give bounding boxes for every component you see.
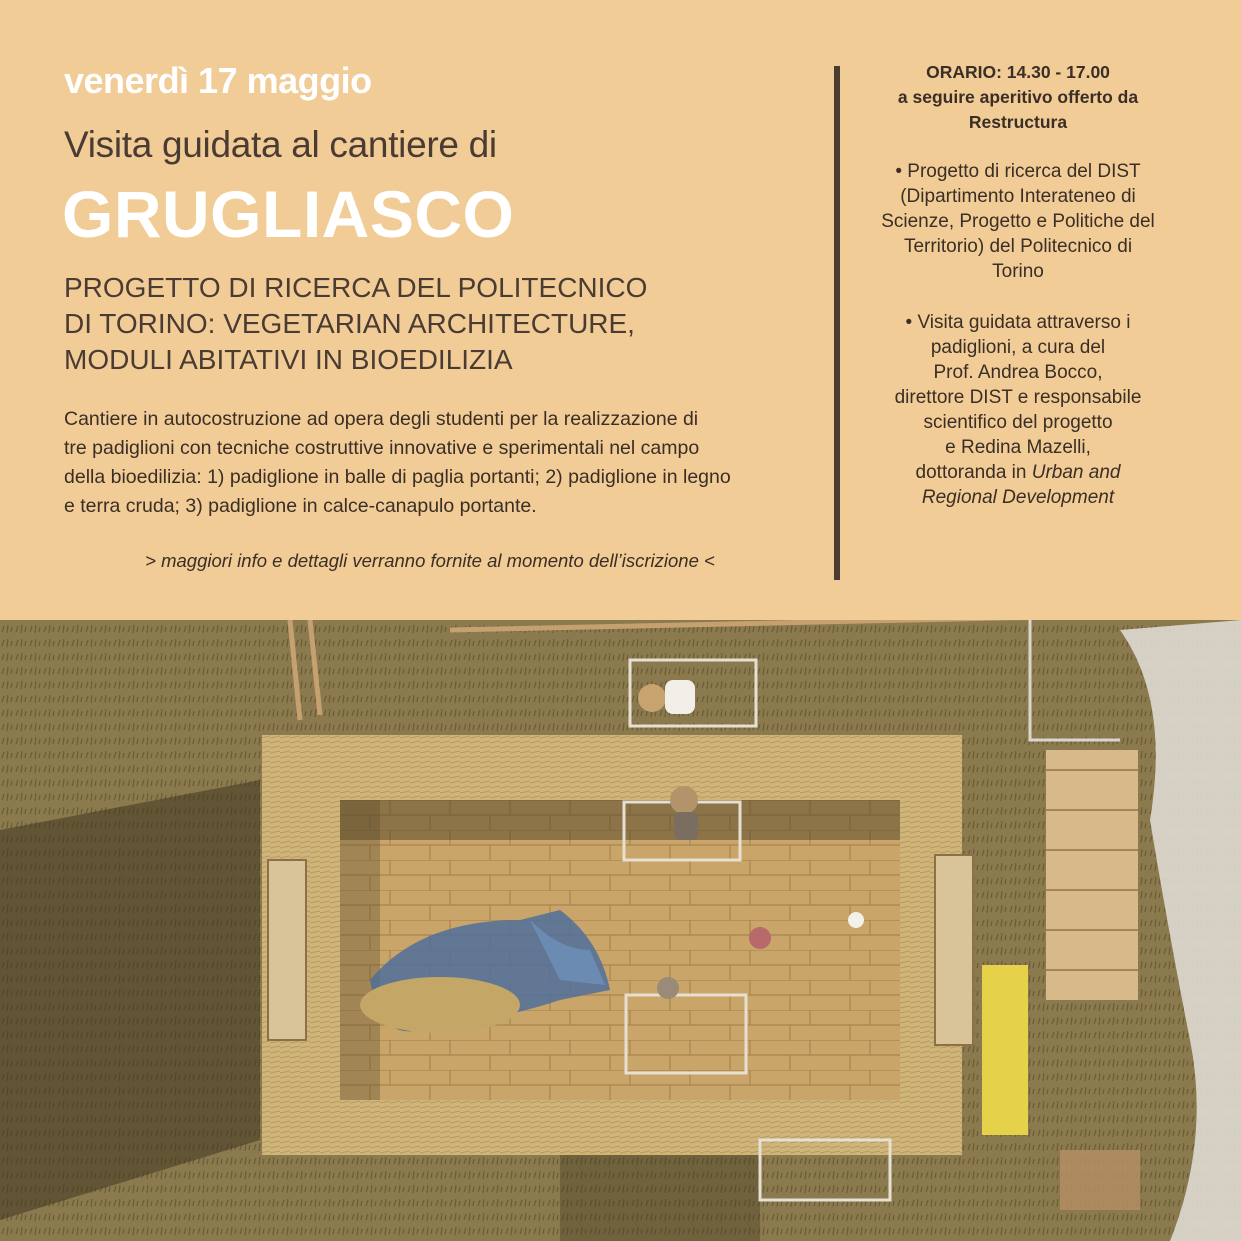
subtitle-line: MODULI ABITATIVI IN BIOEDILIZIA bbox=[64, 344, 513, 375]
info-line: padiglioni, a cura del bbox=[930, 337, 1106, 358]
info-line: direttore DIST e responsabile bbox=[894, 387, 1142, 408]
info-line: • Progetto di ricerca del DIST bbox=[895, 161, 1141, 182]
info-line: Territorio) del Politecnico di bbox=[903, 236, 1133, 257]
sidebar bbox=[850, 60, 1186, 510]
schedule-block bbox=[850, 60, 1186, 135]
project-description bbox=[64, 405, 824, 521]
info-line: • Visita guidata attraverso i bbox=[905, 312, 1131, 333]
info-line: Scienze, Progetto e Politiche del bbox=[881, 211, 1155, 232]
schedule-line: a seguire aperitivo offerto da bbox=[897, 87, 1139, 107]
info-line: (Dipartimento Interateneo di bbox=[900, 186, 1136, 207]
description-line: tre padiglioni con tecniche costruttive innovative e sperimentali nel campo bbox=[64, 437, 700, 459]
event-intro: Visita guidata al cantiere di bbox=[64, 124, 497, 165]
guided-visit-block bbox=[850, 310, 1186, 510]
info-line: Prof. Andrea Bocco, bbox=[933, 362, 1103, 383]
project-subtitle bbox=[64, 270, 804, 378]
research-info-block bbox=[850, 159, 1186, 284]
schedule-line: ORARIO: 14.30 - 17.00 bbox=[926, 62, 1110, 82]
subtitle-line: PROGETTO DI RICERCA DEL POLITECNICO bbox=[64, 272, 648, 303]
aerial-photo-illustration bbox=[0, 620, 1241, 1241]
info-line: Torino bbox=[992, 261, 1044, 282]
info-line bbox=[850, 485, 1186, 510]
program-name-italic: Urban and bbox=[1031, 462, 1121, 483]
program-name-italic: Regional Development bbox=[921, 487, 1115, 508]
event-date: venerdì 17 maggio bbox=[64, 60, 372, 101]
info-line bbox=[850, 460, 1186, 485]
construction-site-aerial-photo bbox=[0, 620, 1241, 1241]
info-line: scientifico del progetto bbox=[923, 412, 1113, 433]
event-place: GRUGLIASCO bbox=[62, 177, 515, 251]
subtitle-line: DI TORINO: VEGETARIAN ARCHITECTURE, bbox=[64, 308, 635, 339]
info-line: e Redina Mazelli, bbox=[945, 437, 1091, 458]
event-info-panel bbox=[0, 0, 1241, 620]
registration-note: > maggiori info e dettagli verranno fornite al momento dell’iscrizione < bbox=[145, 550, 715, 571]
info-text: dottoranda in bbox=[915, 462, 1027, 483]
description-line: della bioedilizia: 1) padiglione in balle di paglia portanti; 2) padiglione in legno bbox=[64, 466, 731, 488]
schedule-line: Restructura bbox=[968, 112, 1068, 132]
description-line: Cantiere in autocostruzione ad opera degli studenti per la realizzazione di bbox=[64, 408, 699, 430]
vertical-divider bbox=[834, 66, 840, 580]
description-line: e terra cruda; 3) padiglione in calce-canapulo portante. bbox=[64, 495, 537, 517]
